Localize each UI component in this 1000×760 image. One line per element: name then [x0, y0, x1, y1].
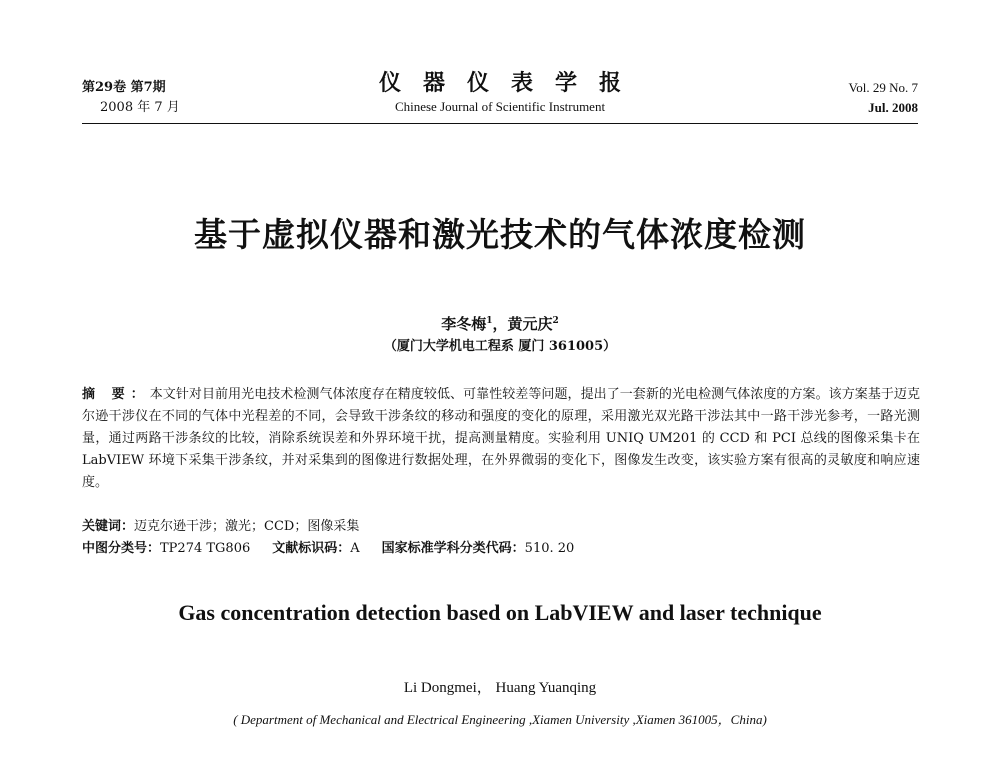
std-code-value: 510. 20 — [524, 541, 575, 556]
header-rule — [82, 123, 918, 124]
keywords — [82, 516, 920, 538]
keywords-label: 关键词： — [82, 519, 135, 534]
keywords-text: 迈克尔逊干涉；激光；CCD；图像采集 — [134, 519, 360, 534]
doc-code-value: A — [350, 541, 360, 556]
author-2: 黄元庆 — [507, 315, 553, 333]
date-en: Jul. 2008 — [868, 100, 918, 115]
journal-en: Chinese Journal of Scientific Instrument — [394, 99, 606, 114]
journal-cn: 仪器仪表学报 — [378, 70, 643, 96]
date-cn: 2008 年 7 月 — [100, 100, 180, 115]
abstract-text: 本文针对目前用光电技术检测气体浓度存在精度较低、可靠性较差等问题，提出了一套新的光电检测气体浓度的方案。该方案基于迈克尔逊干涉仪在不同的气体中光程差的不同，会导致干涉条纹的移动和强度的变化的原理，采用激光双光路干涉法其中一路干涉光参考，一路光测量，通过两路干涉条纹的比较，消除系统误差和外界环境干扰，提高测量精度。实验利用 UNIQ UM201 的 CCD 和 PCI 总线的图像采集卡在 LabVIEW 环境下采集干涉条纹，并对采集到的图像进行数据处理，在外界微弱的变化下，图像发生改变，该实验方案有很高的灵敏度和响应速度。 — [82, 387, 920, 490]
affiliation-en: ( Department of Mechanical and Electrical Engineering ,Xiamen University ,Xiamen 361005，China) — [233, 712, 767, 727]
title-cn: 基于虚拟仪器和激光技术的气体浓度检测 — [194, 215, 806, 254]
clc-value: TP274 TG806 — [160, 541, 251, 556]
issue-info — [82, 78, 180, 118]
author-2-affil-mark: 2 — [552, 316, 559, 326]
volume-en: Vol. 29 No. 7 — [848, 80, 918, 95]
volume-info — [849, 78, 918, 118]
doc-code-label: 文献标识码： — [272, 541, 351, 556]
affiliation-cn: （厦门大学机电工程系 厦门 361005） — [383, 339, 617, 354]
std-code-label: 国家标准学科分类代码： — [381, 541, 525, 556]
author-1: 李冬梅 — [441, 315, 487, 333]
journal-name — [300, 68, 700, 116]
authors-cn — [0, 310, 1000, 335]
abstract-label: 摘 要： — [82, 387, 150, 402]
author-1-affil-mark: 1 — [486, 316, 493, 326]
author-separator: ， — [492, 315, 508, 333]
abstract — [82, 384, 920, 494]
issue-cn: 第29卷 第7期 — [82, 80, 166, 95]
authors-en: Li Dongmei， Huang Yuanqing — [403, 680, 597, 696]
title-en: Gas concentration detection based on LabVIEW and laser technique — [178, 600, 822, 625]
clc-label: 中图分类号： — [82, 541, 161, 556]
classification — [82, 538, 920, 560]
